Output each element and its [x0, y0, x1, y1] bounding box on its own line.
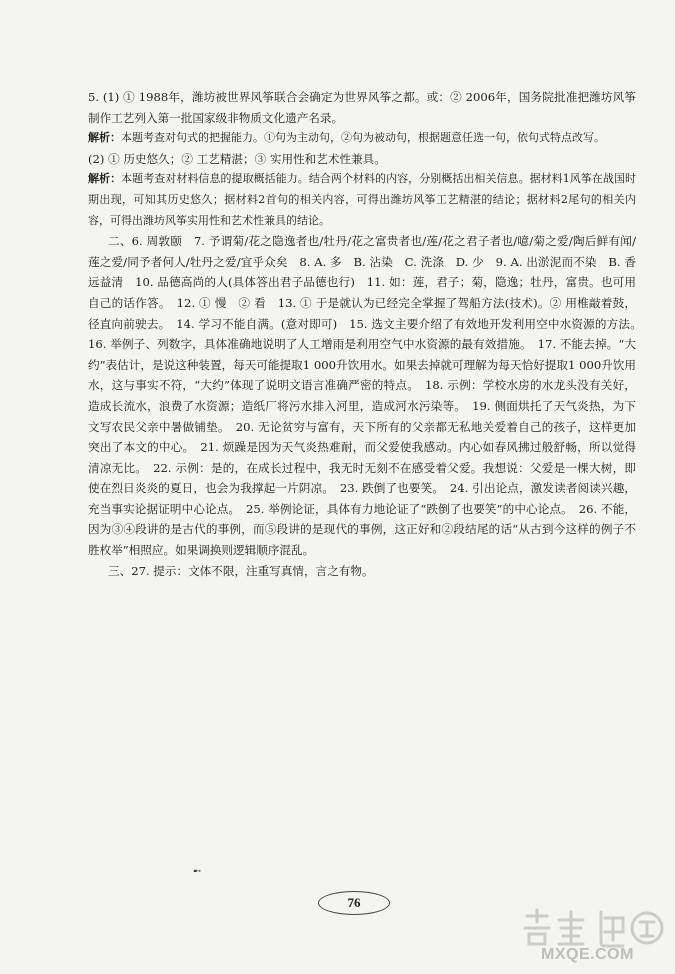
answer-5-1	[88, 87, 636, 128]
answer-5-2	[88, 149, 636, 170]
analysis-label: 解析：	[88, 131, 121, 145]
section-3-text: 三、27. 提示：文体不限，注重写真情，言之有物。	[108, 563, 374, 578]
analysis-5-1	[88, 128, 636, 149]
page-number	[318, 891, 390, 915]
section-2-text: 二、6. 周敦颐 7. 予谓菊/花之隐逸者也/牡丹/花之富贵者也/莲/花之君子者也/噫/菊之爱/陶后鲜有闻/莲之爱/同予者何人/牡丹之爱/宜乎众矣 8. A. 多 B. 沾染 C. 洗涤 D. 少 9. A. 出淤泥而不染 B. 香远益清 10. 品德高尚的人(具体答出君子品德也行) 11. 如：莲，君子；菊，隐逸；牡丹，富贵。也可用自己的话作答。 12. ① 慢 ② 看 13. ① 于是就认为已经完全掌握了驾船方法(技术)。② 用椎敲着鼓，径直向前驶去。 14. 学习不能自满。(意对即可) 15. 选文主要介绍了有效地开发利用空中水资源的方法。 16. 举例子、列数字，具体准确地说明了人工增雨是利用空气中水资源的最有效措施。 17. 不能去掉。“大约”表估计，是说这种装置，每天可能提取1 000升饮用水。如果去掉就可理解为每天恰好提取1 000升饮用水，这与事实不符，“大约”体现了说明文语言准确严密的特点。 18. 示例：学校水房的水龙头没有关好，造成长流水，浪费了水资源；造纸厂将污水排入河里，造成河水污染等。 19. 侧面烘托了天气炎热，为下文写农民父亲中暑做铺垫。 20. 无论贫穷与富有，天下所有的父亲都无私地关爱着自己的孩子，这样更加突出了本文的中心。 21. 烦躁是因为天气炎热难耐，而父爱使我感动。内心如春风拂过般舒畅，所以觉得清凉无比。 22. 示例：是的，在成长过程中，我无时无刻不在感受着父爱。我想说：父爱是一棵大树，即使在烈日炎炎的夏日，也会为我撑起一片阴凉。 23. 跌倒了也要笑。 24. 引出论点，激发读者阅读兴趣，充当事实论据证明中心论点。 25. 举例论证，具体有力地论证了“跌倒了也要笑”的中心论点。 26. 不能，因为③④段讲的是古代的事例，而⑤段讲的是现代的事例，这正好和②段结尾的话“从古到今这样的例子不胜枚举”相照应。如果调换则逻辑顺序混乱。	[88, 234, 648, 558]
watermark-logo	[519, 906, 669, 948]
analysis-5-2	[88, 169, 636, 231]
stray-mark: ➸	[193, 866, 202, 877]
site-watermark	[519, 906, 669, 968]
analysis-label: 解析：	[88, 172, 122, 186]
watermark-url: MXQE.COM	[541, 946, 634, 963]
analysis-5-2-text: 本题考查对材料信息的提取概括能力。结合两个材料的内容，分别概括出相关信息。据材料1风筝在战国时期出现，可知其历史悠久；据材料2首句的相关内容，可得出潍坊风筝工艺精湛的结论；据材料2尾句的相关内容，可得出潍坊风筝实用性和艺术性兼具的结论。	[88, 172, 636, 227]
section-2-answers	[88, 231, 648, 561]
answer-content	[88, 87, 648, 581]
answer-5-1-text: 5. (1) ① 1988年，潍坊被世界风筝联合会确定为世界风筝之都。或：② 2006年，国务院批准把潍坊风筝制作工艺列入第一批国家级非物质文化遗产名录。	[88, 90, 636, 125]
answer-5-2-text: (2) ① 历史悠久；② 工艺精湛；③ 实用性和艺术性兼具。	[88, 151, 386, 166]
section-3-answers	[88, 561, 636, 582]
page-number-text: 76	[347, 895, 361, 910]
analysis-5-1-text: 本题考查对句式的把握能力。①句为主动句，②句为被动句，根据题意任选一句，依句式特点改写。	[121, 131, 605, 145]
